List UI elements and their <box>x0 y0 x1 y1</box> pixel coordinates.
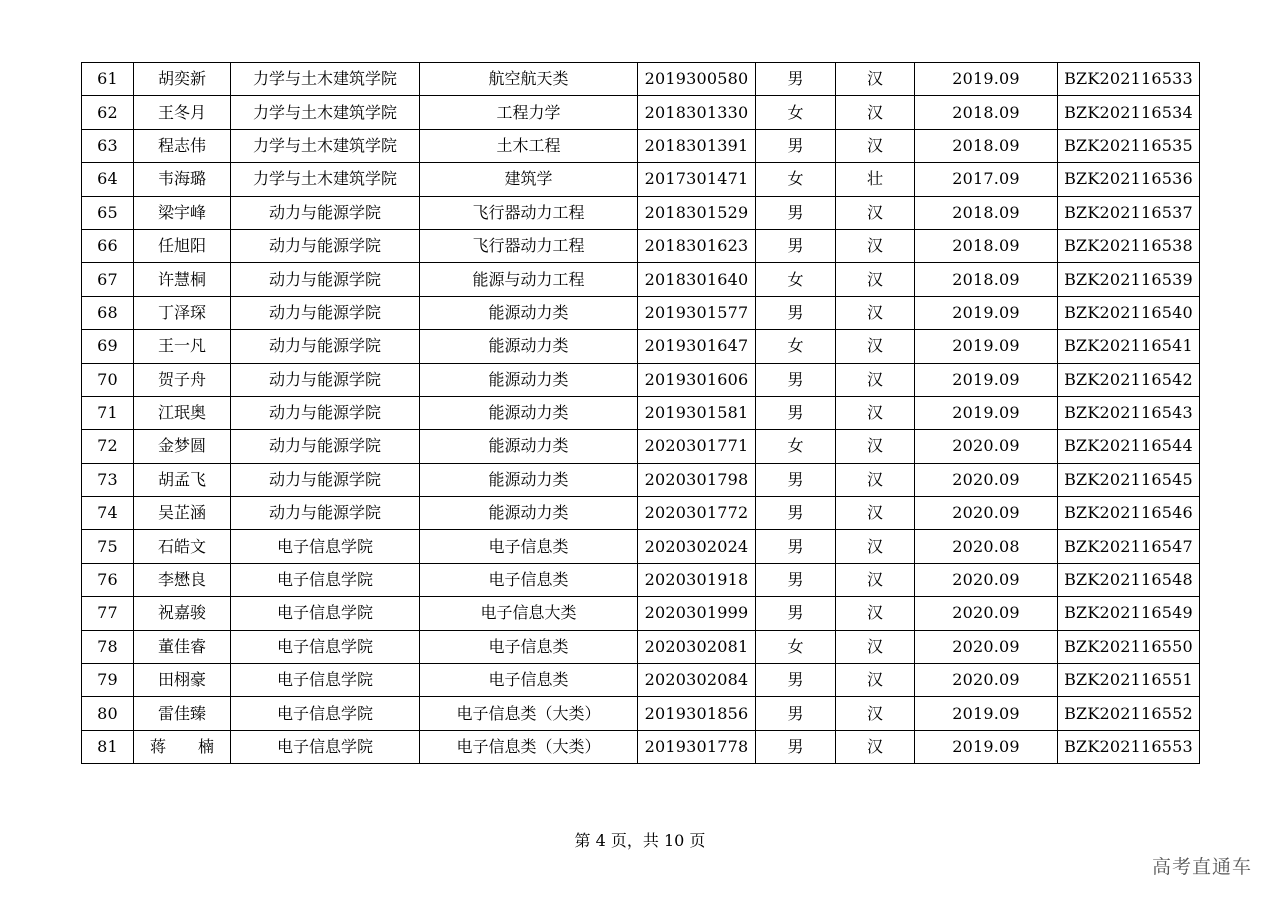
cell-student-id: 2019301581 <box>638 396 756 429</box>
cell-student-id: 2019301856 <box>638 697 756 730</box>
cell-ethnicity: 汉 <box>836 630 915 663</box>
cell-college: 电子信息学院 <box>231 530 420 563</box>
cell-student-name: 胡孟飞 <box>134 463 231 496</box>
cell-enrollment-date: 2020.08 <box>915 530 1058 563</box>
table-row <box>82 396 1200 429</box>
cell-major: 电子信息类 <box>420 630 638 663</box>
table-row <box>82 330 1200 363</box>
cell-ethnicity: 汉 <box>836 196 915 229</box>
cell-gender: 女 <box>756 630 836 663</box>
table-row <box>82 129 1200 162</box>
cell-gender: 女 <box>756 96 836 129</box>
cell-row-number: 62 <box>82 96 134 129</box>
cell-enrollment-date: 2019.09 <box>915 396 1058 429</box>
cell-gender: 男 <box>756 597 836 630</box>
cell-student-name: 韦海璐 <box>134 163 231 196</box>
cell-enrollment-date: 2020.09 <box>915 497 1058 530</box>
cell-gender: 男 <box>756 363 836 396</box>
cell-college: 动力与能源学院 <box>231 229 420 262</box>
cell-major: 电子信息类 <box>420 664 638 697</box>
cell-row-number: 63 <box>82 129 134 162</box>
cell-certificate-number: BZK202116536 <box>1058 163 1200 196</box>
cell-major: 能源动力类 <box>420 330 638 363</box>
cell-gender: 男 <box>756 296 836 329</box>
table-row <box>82 263 1200 296</box>
cell-college: 动力与能源学院 <box>231 363 420 396</box>
cell-major: 能源动力类 <box>420 463 638 496</box>
cell-student-name: 程志伟 <box>134 129 231 162</box>
cell-major: 能源与动力工程 <box>420 263 638 296</box>
table-row <box>82 63 1200 96</box>
cell-row-number: 68 <box>82 296 134 329</box>
cell-ethnicity: 汉 <box>836 296 915 329</box>
cell-ethnicity: 汉 <box>836 129 915 162</box>
cell-major: 电子信息类 <box>420 563 638 596</box>
cell-enrollment-date: 2020.09 <box>915 630 1058 663</box>
cell-student-name: 许慧桐 <box>134 263 231 296</box>
cell-student-id: 2020302084 <box>638 664 756 697</box>
table-row <box>82 730 1200 763</box>
cell-gender: 男 <box>756 664 836 697</box>
cell-student-name: 金梦圆 <box>134 430 231 463</box>
cell-gender: 男 <box>756 196 836 229</box>
cell-certificate-number: BZK202116552 <box>1058 697 1200 730</box>
cell-row-number: 65 <box>82 196 134 229</box>
cell-college: 动力与能源学院 <box>231 396 420 429</box>
roster-table-body <box>82 63 1200 764</box>
cell-certificate-number: BZK202116543 <box>1058 396 1200 429</box>
cell-row-number: 79 <box>82 664 134 697</box>
cell-major: 电子信息类 <box>420 530 638 563</box>
cell-student-id: 2019301778 <box>638 730 756 763</box>
cell-major: 能源动力类 <box>420 497 638 530</box>
cell-student-name: 任旭阳 <box>134 229 231 262</box>
cell-row-number: 75 <box>82 530 134 563</box>
cell-row-number: 72 <box>82 430 134 463</box>
cell-gender: 女 <box>756 330 836 363</box>
cell-ethnicity: 汉 <box>836 430 915 463</box>
cell-certificate-number: BZK202116539 <box>1058 263 1200 296</box>
cell-gender: 女 <box>756 430 836 463</box>
cell-student-id: 2020301999 <box>638 597 756 630</box>
cell-certificate-number: BZK202116545 <box>1058 463 1200 496</box>
cell-certificate-number: BZK202116548 <box>1058 563 1200 596</box>
table-row <box>82 664 1200 697</box>
cell-gender: 男 <box>756 730 836 763</box>
cell-student-id: 2020302081 <box>638 630 756 663</box>
cell-enrollment-date: 2018.09 <box>915 229 1058 262</box>
cell-student-id: 2019301577 <box>638 296 756 329</box>
table-row <box>82 497 1200 530</box>
cell-major: 飞行器动力工程 <box>420 196 638 229</box>
student-roster-sheet <box>81 62 1200 764</box>
cell-student-name: 石皓文 <box>134 530 231 563</box>
cell-gender: 男 <box>756 697 836 730</box>
cell-enrollment-date: 2017.09 <box>915 163 1058 196</box>
cell-certificate-number: BZK202116534 <box>1058 96 1200 129</box>
cell-row-number: 74 <box>82 497 134 530</box>
table-row <box>82 296 1200 329</box>
cell-certificate-number: BZK202116551 <box>1058 664 1200 697</box>
cell-student-name: 祝嘉骏 <box>134 597 231 630</box>
cell-gender: 男 <box>756 129 836 162</box>
cell-certificate-number: BZK202116540 <box>1058 296 1200 329</box>
student-roster-table <box>81 62 1200 764</box>
cell-row-number: 70 <box>82 363 134 396</box>
cell-college: 动力与能源学院 <box>231 263 420 296</box>
cell-gender: 女 <box>756 263 836 296</box>
cell-student-name: 梁宇峰 <box>134 196 231 229</box>
watermark-logo-text: 高考直通车 <box>1151 856 1252 878</box>
cell-row-number: 67 <box>82 263 134 296</box>
cell-major: 能源动力类 <box>420 296 638 329</box>
cell-enrollment-date: 2019.09 <box>915 730 1058 763</box>
cell-gender: 男 <box>756 229 836 262</box>
cell-row-number: 71 <box>82 396 134 429</box>
table-row <box>82 463 1200 496</box>
cell-student-id: 2018301529 <box>638 196 756 229</box>
cell-row-number: 81 <box>82 730 134 763</box>
cell-student-name: 胡奕新 <box>134 63 231 96</box>
cell-student-name: 董佳睿 <box>134 630 231 663</box>
cell-student-id: 2020301918 <box>638 563 756 596</box>
cell-row-number: 66 <box>82 229 134 262</box>
cell-college: 电子信息学院 <box>231 730 420 763</box>
cell-student-name: 江珉奥 <box>134 396 231 429</box>
cell-student-id: 2019300580 <box>638 63 756 96</box>
table-row <box>82 630 1200 663</box>
cell-student-id: 2018301640 <box>638 263 756 296</box>
cell-student-name: 丁泽琛 <box>134 296 231 329</box>
cell-student-name: 王冬月 <box>134 96 231 129</box>
cell-row-number: 61 <box>82 63 134 96</box>
cell-certificate-number: BZK202116547 <box>1058 530 1200 563</box>
table-row <box>82 229 1200 262</box>
cell-ethnicity: 汉 <box>836 330 915 363</box>
cell-college: 动力与能源学院 <box>231 497 420 530</box>
cell-certificate-number: BZK202116550 <box>1058 630 1200 663</box>
cell-student-id: 2018301330 <box>638 96 756 129</box>
cell-enrollment-date: 2020.09 <box>915 664 1058 697</box>
cell-enrollment-date: 2019.09 <box>915 697 1058 730</box>
cell-gender: 女 <box>756 163 836 196</box>
cell-ethnicity: 汉 <box>836 697 915 730</box>
cell-ethnicity: 汉 <box>836 497 915 530</box>
cell-college: 电子信息学院 <box>231 597 420 630</box>
cell-ethnicity: 汉 <box>836 597 915 630</box>
cell-student-id: 2018301391 <box>638 129 756 162</box>
cell-enrollment-date: 2020.09 <box>915 463 1058 496</box>
table-row <box>82 530 1200 563</box>
cell-ethnicity: 汉 <box>836 63 915 96</box>
cell-student-id: 2019301606 <box>638 363 756 396</box>
cell-student-name: 吴芷涵 <box>134 497 231 530</box>
cell-enrollment-date: 2018.09 <box>915 263 1058 296</box>
cell-gender: 男 <box>756 497 836 530</box>
cell-student-id: 2020301798 <box>638 463 756 496</box>
table-row <box>82 96 1200 129</box>
cell-college: 动力与能源学院 <box>231 330 420 363</box>
cell-enrollment-date: 2018.09 <box>915 129 1058 162</box>
cell-college: 动力与能源学院 <box>231 296 420 329</box>
cell-enrollment-date: 2019.09 <box>915 330 1058 363</box>
table-row <box>82 597 1200 630</box>
cell-certificate-number: BZK202116542 <box>1058 363 1200 396</box>
table-row <box>82 363 1200 396</box>
cell-ethnicity: 汉 <box>836 463 915 496</box>
cell-certificate-number: BZK202116553 <box>1058 730 1200 763</box>
cell-student-id: 2019301647 <box>638 330 756 363</box>
cell-ethnicity: 汉 <box>836 530 915 563</box>
cell-student-id: 2020302024 <box>638 530 756 563</box>
cell-college: 电子信息学院 <box>231 697 420 730</box>
cell-major: 能源动力类 <box>420 430 638 463</box>
cell-college: 动力与能源学院 <box>231 463 420 496</box>
cell-student-name: 贺子舟 <box>134 363 231 396</box>
cell-enrollment-date: 2020.09 <box>915 563 1058 596</box>
cell-college: 力学与土木建筑学院 <box>231 63 420 96</box>
cell-major: 土木工程 <box>420 129 638 162</box>
cell-college: 电子信息学院 <box>231 664 420 697</box>
cell-ethnicity: 汉 <box>836 96 915 129</box>
cell-ethnicity: 汉 <box>836 396 915 429</box>
cell-student-id: 2020301772 <box>638 497 756 530</box>
cell-row-number: 69 <box>82 330 134 363</box>
cell-enrollment-date: 2018.09 <box>915 96 1058 129</box>
cell-college: 动力与能源学院 <box>231 430 420 463</box>
cell-student-name: 蒋 楠 <box>134 730 231 763</box>
cell-major: 电子信息类（大类） <box>420 697 638 730</box>
cell-major: 电子信息大类 <box>420 597 638 630</box>
cell-enrollment-date: 2019.09 <box>915 296 1058 329</box>
cell-student-id: 2018301623 <box>638 229 756 262</box>
cell-college: 电子信息学院 <box>231 563 420 596</box>
table-row <box>82 163 1200 196</box>
cell-certificate-number: BZK202116549 <box>1058 597 1200 630</box>
cell-row-number: 73 <box>82 463 134 496</box>
cell-ethnicity: 汉 <box>836 563 915 596</box>
cell-enrollment-date: 2019.09 <box>915 63 1058 96</box>
cell-major: 航空航天类 <box>420 63 638 96</box>
cell-enrollment-date: 2020.09 <box>915 430 1058 463</box>
page-indicator: 第 4 页，共 10 页 <box>574 831 706 850</box>
cell-enrollment-date: 2020.09 <box>915 597 1058 630</box>
cell-college: 电子信息学院 <box>231 630 420 663</box>
cell-row-number: 64 <box>82 163 134 196</box>
cell-student-name: 雷佳臻 <box>134 697 231 730</box>
cell-gender: 男 <box>756 563 836 596</box>
cell-certificate-number: BZK202116535 <box>1058 129 1200 162</box>
cell-college: 力学与土木建筑学院 <box>231 129 420 162</box>
cell-gender: 男 <box>756 463 836 496</box>
cell-enrollment-date: 2019.09 <box>915 363 1058 396</box>
cell-ethnicity: 汉 <box>836 263 915 296</box>
cell-major: 飞行器动力工程 <box>420 229 638 262</box>
cell-ethnicity: 汉 <box>836 229 915 262</box>
cell-college: 动力与能源学院 <box>231 196 420 229</box>
cell-college: 力学与土木建筑学院 <box>231 163 420 196</box>
cell-certificate-number: BZK202116541 <box>1058 330 1200 363</box>
cell-major: 工程力学 <box>420 96 638 129</box>
cell-student-name: 王一凡 <box>134 330 231 363</box>
cell-row-number: 76 <box>82 563 134 596</box>
cell-student-id: 2017301471 <box>638 163 756 196</box>
table-row <box>82 563 1200 596</box>
cell-enrollment-date: 2018.09 <box>915 196 1058 229</box>
cell-certificate-number: BZK202116533 <box>1058 63 1200 96</box>
cell-certificate-number: BZK202116546 <box>1058 497 1200 530</box>
cell-gender: 男 <box>756 396 836 429</box>
cell-row-number: 80 <box>82 697 134 730</box>
cell-ethnicity: 汉 <box>836 363 915 396</box>
cell-row-number: 77 <box>82 597 134 630</box>
cell-row-number: 78 <box>82 630 134 663</box>
cell-gender: 男 <box>756 530 836 563</box>
table-row <box>82 697 1200 730</box>
table-row <box>82 430 1200 463</box>
cell-student-id: 2020301771 <box>638 430 756 463</box>
cell-certificate-number: BZK202116537 <box>1058 196 1200 229</box>
cell-ethnicity: 汉 <box>836 730 915 763</box>
table-row <box>82 196 1200 229</box>
cell-certificate-number: BZK202116544 <box>1058 430 1200 463</box>
cell-major: 建筑学 <box>420 163 638 196</box>
cell-ethnicity: 壮 <box>836 163 915 196</box>
cell-ethnicity: 汉 <box>836 664 915 697</box>
cell-student-name: 田栩豪 <box>134 664 231 697</box>
cell-college: 力学与土木建筑学院 <box>231 96 420 129</box>
cell-major: 能源动力类 <box>420 396 638 429</box>
cell-gender: 男 <box>756 63 836 96</box>
cell-certificate-number: BZK202116538 <box>1058 229 1200 262</box>
cell-major: 电子信息类（大类） <box>420 730 638 763</box>
cell-student-name: 李懋良 <box>134 563 231 596</box>
cell-major: 能源动力类 <box>420 363 638 396</box>
